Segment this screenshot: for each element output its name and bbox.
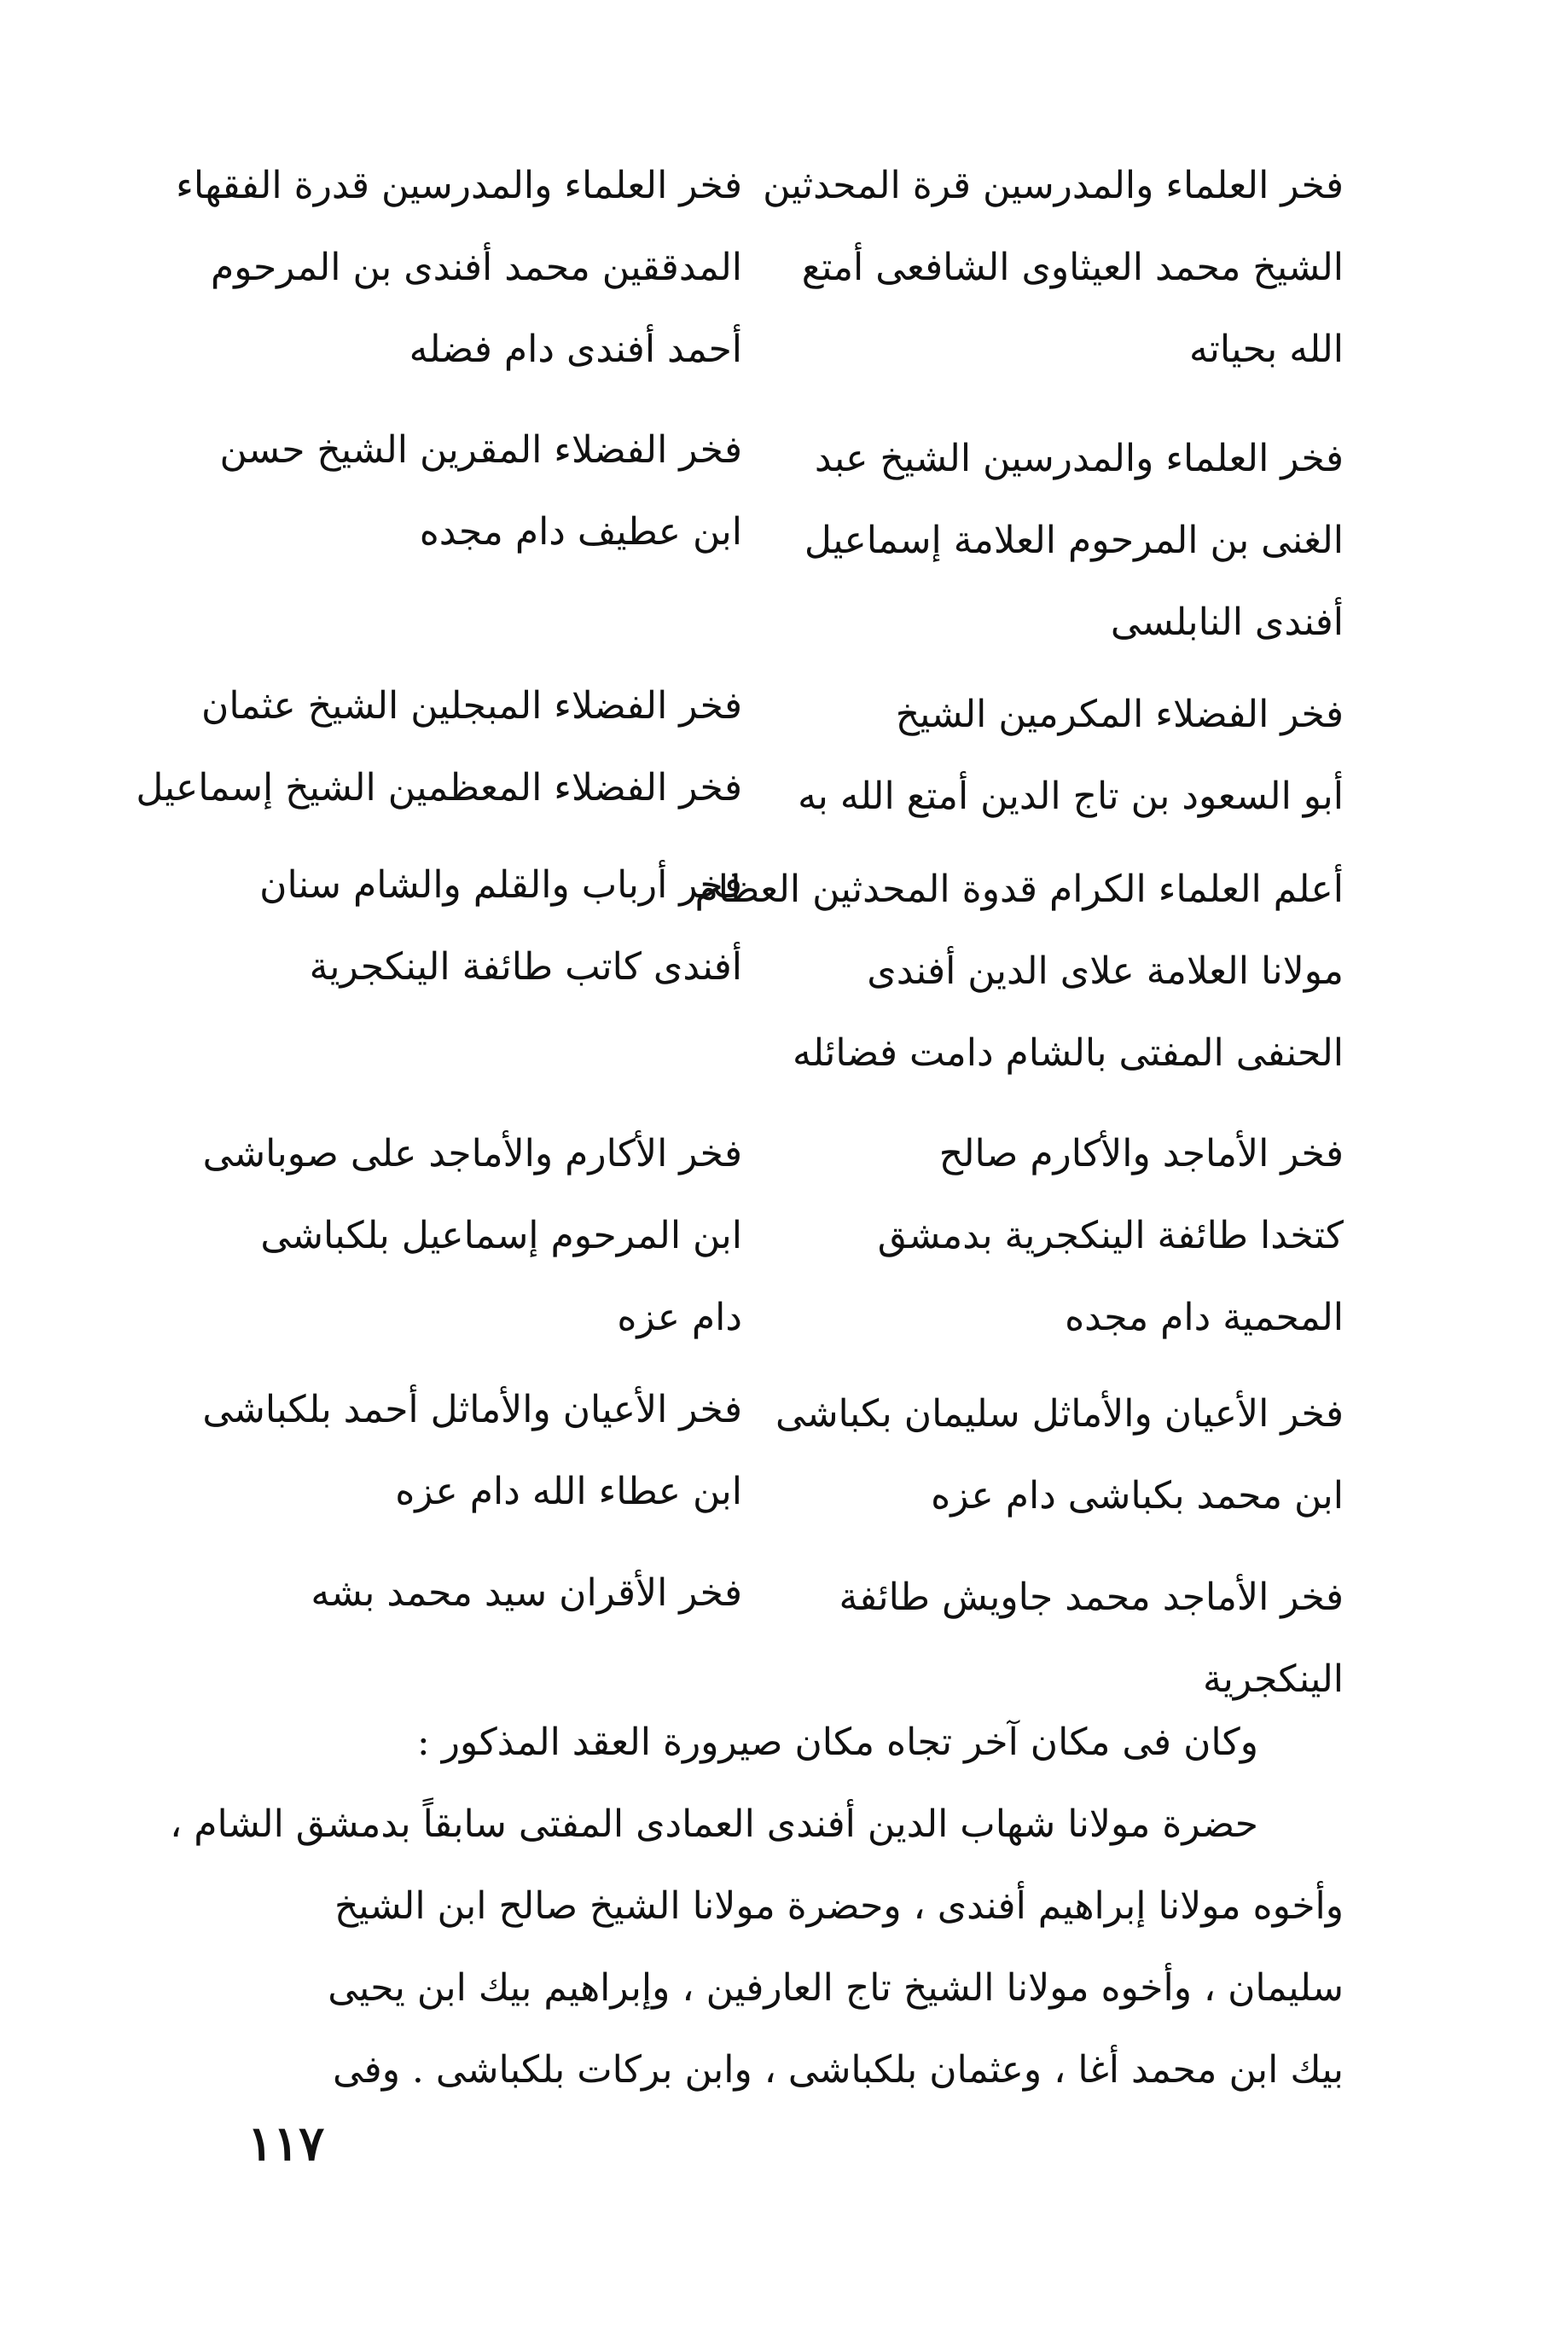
text-line: فخر الفضلاء المقرين الشيخ حسن (219, 428, 742, 472)
text-line: ابن عطيف دام مجده (419, 510, 742, 554)
right-entry-2 (804, 418, 1344, 664)
left-entry-1 (176, 145, 742, 391)
prose-intro: وكان فى مكان آخر تجاه مكان صيرورة العقد المذكور : (416, 1721, 1258, 1764)
left-entry-5 (202, 1113, 742, 1359)
left-entry-4 (226, 844, 742, 1008)
text-line: فخر الأقران سيد محمد بشه (311, 1571, 742, 1615)
right-entry-3 (798, 674, 1344, 838)
text-line: فخر الأعيان والأماثل سليمان بكباشى (775, 1392, 1344, 1436)
text-line: فخر الفضلاء المبجلين الشيخ عثمان (201, 684, 742, 728)
text-line: أفندى النابلسى (1110, 601, 1344, 644)
text-line: كتخدا طائفة الينكجرية بدمشق (877, 1214, 1344, 1257)
text-line: الينكجرية (1203, 1657, 1344, 1701)
text-line: فخر العلماء والمدرسين قرة المحدثين (763, 164, 1344, 207)
text-line: فخر أرباب والقلم والشام سنان (259, 863, 742, 907)
text-line: فخر العلماء والمدرسين الشيخ عبد (814, 437, 1344, 480)
right-entry-5 (823, 1113, 1344, 1359)
text-line: الحنفى المفتى بالشام دامت فضائله (792, 1031, 1344, 1075)
prose-block (170, 1702, 1344, 2111)
text-line: مولانا العلامة علاى الدين أفندى (867, 949, 1344, 993)
right-entry-1 (763, 145, 1344, 391)
text-line: أبو السعود بن تاج الدين أمتع الله به (798, 775, 1344, 818)
prose-line: سليمان ، وأخوه مولانا الشيخ تاج العارفين ، وإبراهيم بيك ابن يحيى (328, 1966, 1344, 2010)
right-entry-7 (823, 1557, 1344, 1721)
text-line: الغنى بن المرحوم العلامة إسماعيل (804, 519, 1344, 562)
text-line: أعلم العلماء الكرام قدوة المحدثين العظام (694, 868, 1344, 911)
text-line: فخر الأماجد محمد جاويش طائفة (839, 1576, 1344, 1619)
right-entry-6 (775, 1373, 1344, 1537)
left-entry-7 (226, 1552, 742, 1634)
text-line: فخر الأكارم والأماجد على صوباشى (202, 1132, 742, 1175)
text-line: ابن عطاء الله دام عزه (395, 1470, 742, 1513)
text-line: فخر الأعيان والأماثل أحمد بلكباشى (202, 1388, 742, 1431)
text-line: فخر الأماجد والأكارم صالح (938, 1132, 1344, 1175)
left-entry-2 (219, 409, 742, 573)
text-line: أفندى كاتب طائفة الينكجرية (309, 945, 742, 989)
text-line: ابن المرحوم إسماعيل بلكباشى (260, 1214, 742, 1257)
text-line: دام عزه (617, 1296, 742, 1339)
prose-line: حضرة مولانا شهاب الدين أفندى العمادى المفتى سابقاً بدمشق الشام ، (170, 1802, 1258, 1846)
text-line: فخر الفضلاء المعظمين الشيخ إسماعيل (136, 766, 742, 810)
page-number: ١١٧ (247, 2115, 325, 2172)
text-line: المدققين محمد أفندى بن المرحوم (210, 246, 742, 289)
left-entry-6 (202, 1369, 742, 1533)
prose-line: بيك ابن محمد أغا ، وعثمان بلكباشى ، وابن بركات بلكباشى . وفى (332, 2048, 1344, 2092)
left-entry-3 (136, 665, 742, 829)
text-line: فخر العلماء والمدرسين قدرة الفقهاء (176, 164, 742, 207)
prose-line: وأخوه مولانا إبراهيم أفندى ، وحضرة مولانا الشيخ صالح ابن الشيخ (334, 1884, 1344, 1928)
text-line: ابن محمد بكباشى دام عزه (931, 1474, 1344, 1518)
text-line: أحمد أفندى دام فضله (409, 328, 742, 371)
text-line: المحمية دام مجده (1065, 1296, 1344, 1339)
text-line: الله بحياته (1189, 328, 1344, 371)
text-line: الشيخ محمد العيثاوى الشافعى أمتع (801, 246, 1344, 289)
text-line: فخر الفضلاء المكرمين الشيخ (895, 693, 1344, 736)
right-entry-4 (694, 849, 1344, 1094)
